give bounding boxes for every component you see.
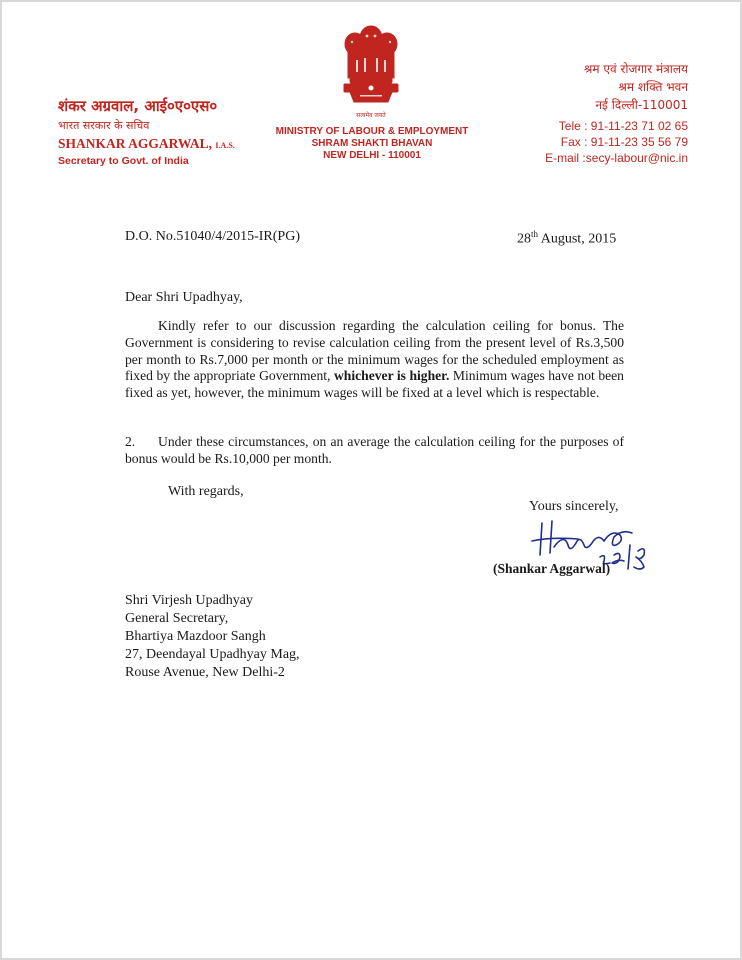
paragraph-1 — [125, 318, 624, 402]
address-line: Bhartiya Mazdoor Sangh — [125, 629, 266, 644]
national-emblem-icon — [336, 20, 406, 120]
sender-name-hindi: शंकर अग्रवाल, आई०ए०एस० — [58, 97, 218, 115]
ministry-name: MINISTRY OF LABOUR & EMPLOYMENT — [275, 126, 469, 137]
email: E-mail :secy-labour@nic.in — [545, 151, 688, 165]
paragraph-2-number: 2. — [125, 434, 136, 449]
sender-name-english — [58, 136, 268, 154]
paragraph-2 — [125, 434, 624, 468]
paragraph-2-text: Under these circumstances, on an average the calculation ceiling for the purposes of bonus would be Rs.10,000 per month. — [125, 434, 624, 466]
building-hindi: श्रम शक्ति भवन — [618, 80, 688, 94]
paragraph-1-text-end: Minimum wages have not been fixed as yet, however, the minimum wages will be fixed at a level which is respectable. — [125, 368, 624, 401]
ministry-block — [268, 126, 476, 162]
ministry-name-hindi: श्रम एवं रोजगार मंत्रालय — [583, 62, 688, 76]
regards: With regards, — [168, 484, 244, 499]
address-line: General Secretary, — [125, 611, 229, 626]
contact-block — [468, 60, 688, 166]
reference-number: D.O. No.51040/4/2015-IR(PG) — [125, 229, 300, 244]
paragraph-1-emphasis: whichever is higher. — [333, 368, 450, 384]
city-hindi: नई दिल्ली-110001 — [595, 98, 688, 112]
signer-name: (Shankar Aggarwal) — [493, 561, 611, 576]
address-line: 27, Deendayal Upadhyay Mag, — [125, 647, 300, 662]
sender-name-text: SHANKAR AGGARWAL, — [58, 136, 213, 151]
ministry-city: NEW DELHI - 110001 — [323, 150, 421, 161]
closing: Yours sincerely, — [529, 499, 619, 514]
sender-title-hindi: भारत सरकार के सचिव — [58, 119, 150, 132]
fax: Fax : 91-11-23 35 56 79 — [560, 135, 688, 149]
date-rest: August, 2015 — [538, 231, 617, 247]
emblem-motto: सत्यमेव जयते — [356, 112, 386, 119]
address-line: Shri Virjesh Upadhyay — [125, 593, 253, 608]
address-line: Rouse Avenue, New Delhi-2 — [125, 665, 285, 680]
ministry-building: SHRAM SHAKTI BHAVAN — [311, 138, 433, 149]
sender-block — [58, 96, 268, 168]
letter-date — [517, 229, 616, 248]
date-day: 28 — [517, 231, 531, 247]
recipient-address — [125, 592, 300, 682]
date-suffix: th — [531, 229, 539, 239]
sender-title-english: Secretary to Govt. of India — [58, 155, 189, 167]
telephone: Tele : 91-11-23 71 02 65 — [558, 119, 688, 133]
paragraph-1-text: Kindly refer to our discussion regarding the calculation ceiling for bonus. The Government is considering to revise calculation ceiling from the present level of Rs.3,500 per month to Rs.7,000 per month or the minimum wages for the scheduled employment as fixed by the appropriate Government, — [125, 318, 624, 384]
ias-suffix: I.A.S. — [215, 141, 235, 150]
salutation: Dear Shri Upadhyay, — [125, 290, 243, 305]
